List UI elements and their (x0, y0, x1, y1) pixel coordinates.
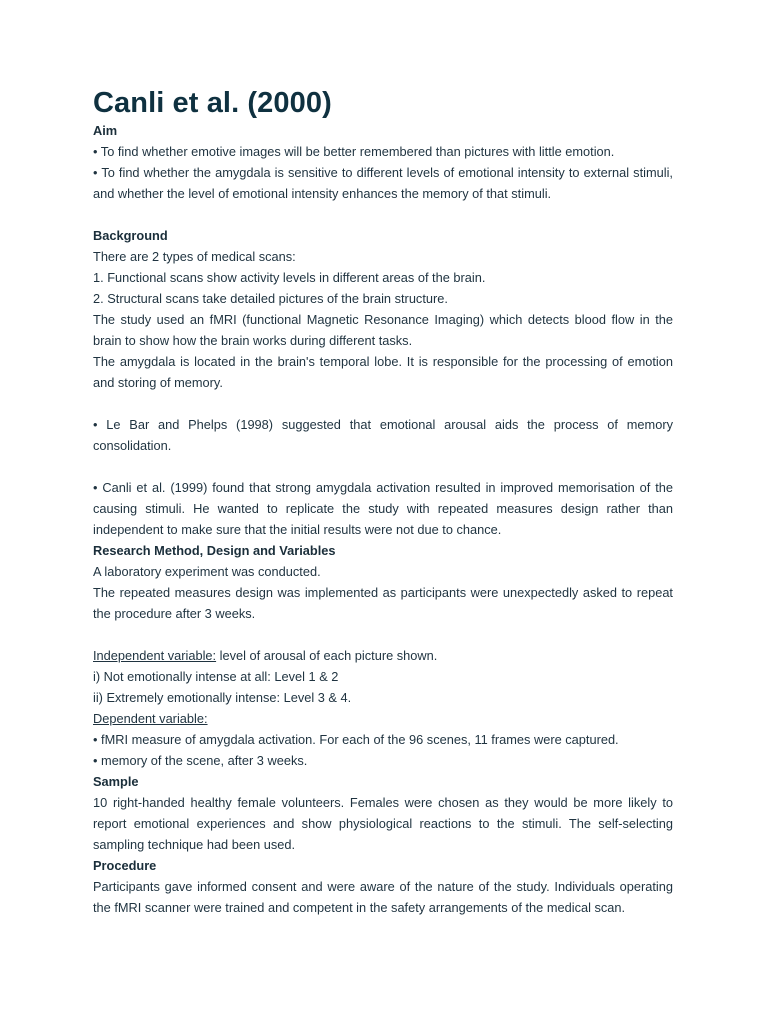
method-heading: Research Method, Design and Variables (93, 543, 336, 558)
independent-variable-label: Independent variable: (93, 648, 217, 663)
procedure-heading: Procedure (93, 858, 157, 873)
background-intro: There are 2 types of medical scans: (93, 249, 296, 264)
aim-bullet: • To find whether emotive images will be better remembered than pictures with little emotion. (93, 144, 615, 159)
spacer (93, 456, 673, 477)
document-title: Canli et al. (2000) (93, 87, 332, 119)
lab-experiment-line: A laboratory experiment was conducted. (93, 564, 321, 579)
iv-level-item: i) Not emotionally intense at all: Level 1 & 2 (93, 669, 339, 684)
spacer (93, 204, 673, 225)
aim-heading: Aim (93, 123, 118, 138)
fmri-paragraph: The study used an fMRI (functional Magnetic Resonance Imaging) which detects blood flow in the brain to show how the brain works during different tasks. (93, 312, 673, 348)
canli-1999-bullet: • Canli et al. (1999) found that strong amygdala activation resulted in improved memorisation of the causing stimuli. He wanted to replicate the study with repeated measures design rather than independent to make sure that the initial results were not due to chance. (93, 480, 673, 537)
sample-paragraph: 10 right-handed healthy female volunteers. Females were chosen as they would be more likely to report emotional experiences and show physiological reactions to the stimuli. The self-selecting sampling technique had been used. (93, 795, 673, 852)
spacer (93, 393, 673, 414)
document-body (93, 86, 673, 918)
dependent-variable-label: Dependent variable: (93, 711, 208, 726)
dv-item: • memory of the scene, after 3 weeks. (93, 753, 308, 768)
lebar-phelps-bullet: • Le Bar and Phelps (1998) suggested that emotional arousal aids the process of memory consolidation. (93, 417, 673, 453)
background-heading: Background (93, 228, 168, 243)
independent-variable-line (93, 645, 673, 666)
sample-heading: Sample (93, 774, 139, 789)
iv-level-item: ii) Extremely emotionally intense: Level 3 & 4. (93, 690, 352, 705)
dv-item: • fMRI measure of amygdala activation. For each of the 96 scenes, 11 frames were captured. (93, 732, 619, 747)
independent-variable-text: level of arousal of each picture shown. (216, 648, 438, 663)
dependent-variable-line (93, 708, 673, 729)
spacer (93, 624, 673, 645)
procedure-paragraph: Participants gave informed consent and were aware of the nature of the study. Individuals operating the fMRI scanner were trained and competent in the safety arrangements of the medical scan. (93, 879, 673, 915)
aim-bullet: • To find whether the amygdala is sensitive to different levels of emotional intensity to external stimuli, and whether the level of emotional intensity enhances the memory of that stimuli. (93, 165, 673, 201)
design-paragraph: The repeated measures design was implemented as participants were unexpectedly asked to repeat the procedure after 3 weeks. (93, 585, 673, 621)
amygdala-paragraph: The amygdala is located in the brain's temporal lobe. It is responsible for the processing of emotion and storing of memory. (93, 354, 673, 390)
scan-type-item: 2. Structural scans take detailed pictures of the brain structure. (93, 291, 448, 306)
scan-type-item: 1. Functional scans show activity levels in different areas of the brain. (93, 270, 486, 285)
